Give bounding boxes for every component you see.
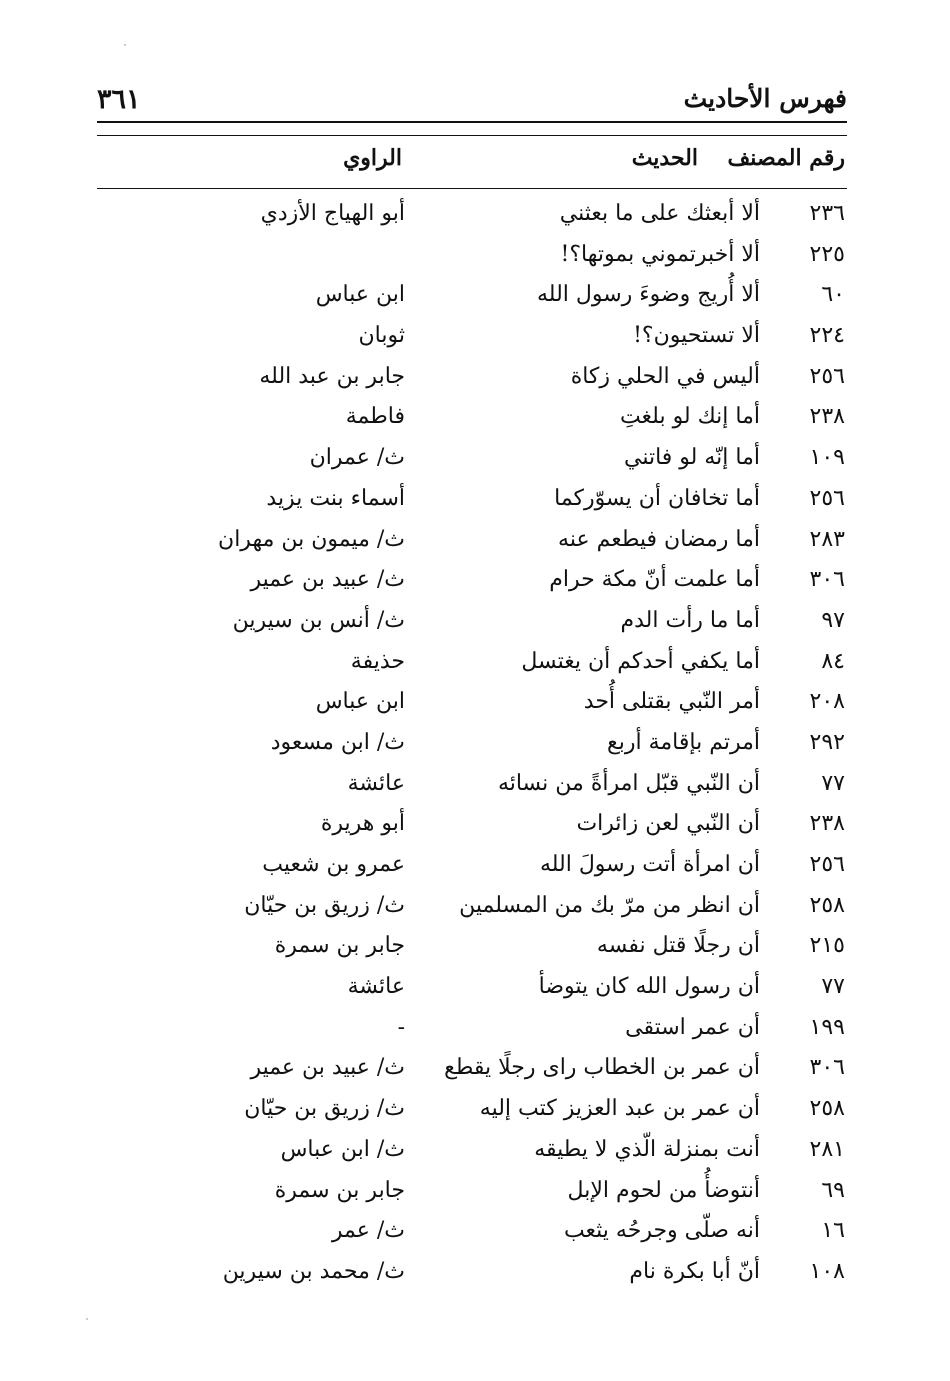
table-row <box>0 970 950 1011</box>
header-rule-thin <box>97 135 847 136</box>
narrator-name: ث/ ابن مسعود <box>270 729 405 755</box>
narrator-name: حذيفة <box>350 648 405 674</box>
narrator-name: جابر بن عبد الله <box>259 363 405 389</box>
hadith-number: ٢٥٦ <box>809 485 845 511</box>
table-row <box>0 767 950 808</box>
hadith-text: أنه صلّى وجرحُه يثعب <box>563 1218 760 1244</box>
hadith-text: أن انظر من مرّ بك من المسلمين <box>459 892 760 918</box>
hadith-text: أن عمر بن الخطاب راى رجلًا يقطع <box>444 1055 760 1081</box>
table-row <box>0 1011 950 1052</box>
hadith-text: أنّ أبا بكرة نام <box>629 1258 760 1284</box>
narrator-name: ث/ زريق بن حيّان <box>244 892 405 918</box>
hadith-text: أليس في الحلي زكاة <box>570 363 760 389</box>
hadith-number: ٢٥٨ <box>809 892 845 918</box>
hadith-number: ٢٣٨ <box>809 404 845 430</box>
narrator-name: ابن عباس <box>315 282 405 308</box>
column-header-rule <box>97 188 847 189</box>
table-row <box>0 441 950 482</box>
hadith-number: ٢٥٦ <box>809 852 845 877</box>
table-row <box>0 563 950 604</box>
column-header-narrator: الراوي <box>343 145 402 171</box>
hadith-text: أما ما رأت الدم <box>620 607 760 633</box>
table-row <box>0 360 950 401</box>
table-row <box>0 604 950 645</box>
hadith-number: ٢٢٥ <box>809 241 845 267</box>
hadith-number: ٢٥٦ <box>809 363 845 389</box>
hadith-text: أمر النّبي بقتلى أُحد <box>583 689 760 715</box>
hadith-number: ٦٩ <box>821 1177 845 1203</box>
table-row <box>0 1133 950 1174</box>
narrator-name: ث/ أنس بن سيرين <box>232 607 405 633</box>
table-row <box>0 400 950 441</box>
hadith-number: ٢٣٨ <box>809 811 845 837</box>
table-row <box>0 929 950 970</box>
hadith-number: ٣٠٦ <box>809 1055 845 1081</box>
table-row <box>0 1051 950 1092</box>
hadith-number: ٢٣٦ <box>809 201 845 226</box>
hadith-number: ٢١٥ <box>809 933 845 959</box>
hadith-text: أن النّبي قبّل امرأةً من نسائه <box>497 770 760 796</box>
table-row <box>0 807 950 848</box>
table-row <box>0 238 950 279</box>
narrator-name: ث/ عبيد بن عمير <box>250 567 405 593</box>
scan-speck <box>124 44 126 46</box>
hadith-number: ١٩٩ <box>809 1014 845 1040</box>
hadith-number: ٢٠٨ <box>809 689 845 715</box>
hadith-number: ١٦ <box>821 1218 845 1244</box>
hadith-text: ألا أبعثك على ما بعثني <box>559 201 760 226</box>
hadith-text: أنت بمنزلة الّذي لا يطيقه <box>534 1136 760 1162</box>
hadith-text: أمرتم بإقامة أربع <box>607 729 760 755</box>
table-row <box>0 278 950 319</box>
table-row <box>0 685 950 726</box>
hadith-text: أما تخافان أن يسوّركما <box>554 485 760 511</box>
narrator-name: ابن عباس <box>315 689 405 715</box>
column-headers <box>0 145 950 185</box>
table-row <box>0 848 950 889</box>
narrator-name: عائشة <box>347 974 405 1000</box>
narrator-name: جابر بن سمرة <box>274 933 405 959</box>
narrator-name: ث/ ميمون بن مهران <box>218 526 405 552</box>
narrator-name: ث/ محمد بن سيرين <box>222 1258 405 1284</box>
hadith-text: أن عمر بن عبد العزيز كتب إليه <box>479 1096 760 1122</box>
hadith-text: أما يكفي أحدكم أن يغتسل <box>521 648 760 674</box>
hadith-index-table <box>0 197 950 1296</box>
table-row <box>0 1174 950 1215</box>
narrator-name: أبو الهياج الأزدي <box>260 201 405 226</box>
hadith-number: ٣٠٦ <box>809 567 845 593</box>
hadith-text: أن امرأة أتت رسولَ الله <box>539 852 760 877</box>
hadith-text: أن رجلًا قتل نفسه <box>596 933 760 959</box>
hadith-number: ٢٥٨ <box>809 1096 845 1122</box>
narrator-name: ث/ عمر <box>331 1218 405 1244</box>
hadith-number: ٧٧ <box>821 974 845 1000</box>
hadith-number: ٨٤ <box>821 648 845 674</box>
narrator-name: جابر بن سمرة <box>274 1177 405 1203</box>
hadith-text: أن عمر استقى <box>625 1014 760 1040</box>
hadith-number: ٧٧ <box>821 770 845 796</box>
narrator-name: ث/ عمران <box>309 445 405 471</box>
hadith-text: ألا أخبرتموني بموتها؟! <box>560 241 760 267</box>
hadith-text: أما إنّه لو فاتني <box>624 445 760 471</box>
narrator-name: ث/ عبيد بن عمير <box>250 1055 405 1081</box>
hadith-text: أنتوضأُ من لحوم الإبل <box>567 1177 760 1203</box>
hadith-number: ١٠٨ <box>809 1258 845 1284</box>
hadith-text: أما رمضان فيطعم عنه <box>558 526 760 552</box>
hadith-text: أما علمت أنّ مكة حرام <box>549 567 760 593</box>
scan-speck <box>86 1318 88 1320</box>
narrator-name: عمرو بن شعيب <box>262 852 405 877</box>
narrator-name: - <box>397 1014 405 1040</box>
hadith-text: أما إنك لو بلغتِ <box>619 404 760 430</box>
narrator-name: أبو هريرة <box>320 811 405 837</box>
page-header <box>97 78 847 118</box>
running-title: فهرس الأحاديث <box>683 84 847 113</box>
column-header-hadith: الحديث <box>631 145 698 171</box>
table-row <box>0 726 950 767</box>
hadith-number: ٦٠ <box>821 282 845 308</box>
narrator-name: ث/ ابن عباس <box>280 1136 405 1162</box>
hadith-number: ٢٨١ <box>809 1136 845 1162</box>
table-row <box>0 1214 950 1255</box>
narrator-name: عائشة <box>347 770 405 796</box>
table-row <box>0 1092 950 1133</box>
table-row <box>0 319 950 360</box>
hadith-text: ألا تستحيون؟! <box>633 323 760 349</box>
hadith-number: ٢٩٢ <box>809 729 845 755</box>
narrator-name: ثوبان <box>358 323 405 349</box>
table-row <box>0 1255 950 1296</box>
hadith-number: ١٠٩ <box>809 445 845 471</box>
page-number: ٣٦١ <box>97 84 141 115</box>
table-row <box>0 523 950 564</box>
table-row <box>0 482 950 523</box>
hadith-number: ٩٧ <box>821 607 845 633</box>
hadith-number: ٢٨٣ <box>809 526 845 552</box>
table-row <box>0 645 950 686</box>
narrator-name: ث/ زريق بن حيّان <box>244 1096 405 1122</box>
table-row <box>0 889 950 930</box>
narrator-name: فاطمة <box>345 404 405 430</box>
hadith-number: ٢٢٤ <box>809 323 845 349</box>
header-rule-thick <box>97 121 847 123</box>
hadith-text: ألا أُريج وضوءَ رسول الله <box>536 282 760 308</box>
column-header-number: رقم المصنف <box>727 145 845 171</box>
narrator-name: أسماء بنت يزيد <box>266 485 405 511</box>
hadith-text: أن النّبي لعن زائرات <box>576 811 760 837</box>
hadith-text: أن رسول الله كان يتوضأ <box>538 974 760 1000</box>
table-row <box>0 197 950 238</box>
